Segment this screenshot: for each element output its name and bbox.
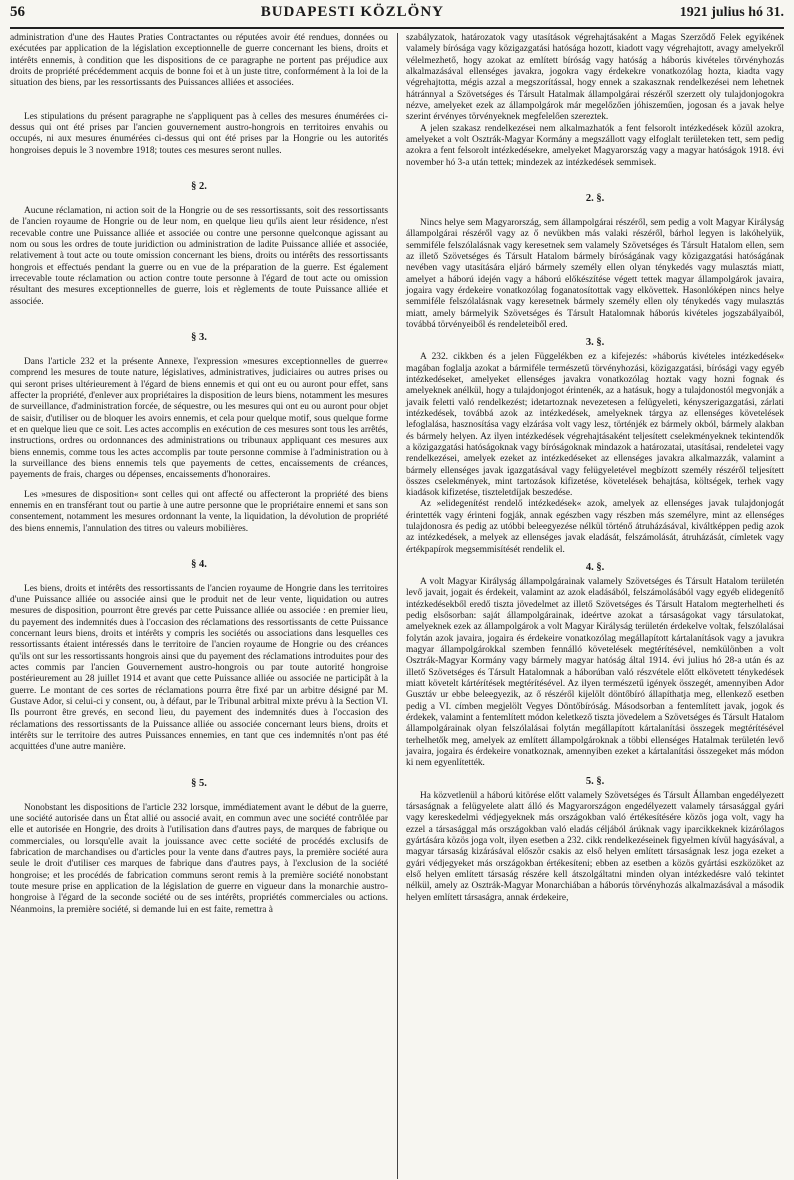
page-number: 56 [10,4,25,20]
paragraph-continuation: szabályzatok, határozatok vagy utasítások végrehajtásaként a Magas Szerződő Felek egyikének valamely bírósága vagy közigazgatási hatósága hozott, kiadott vagy végrehajtott, avagy amelyekről vélelmezhető, hogy azokat az említett bíróság vagy hatóság a háborús kivételes törvényhozás alkalmazásával ellenséges javakra, jogokra vagy érdekekre vonatkozólag hozta, kiadta vagy végrehajtotta, mégis azzal a megszorítással, hogy ennek a szakasznak rendelkezései nem lehetnek hátránnyal a Szövetséges és Társult Hatalmak állampolgárai részéről szerzett oly tulajdonjogokra nézve, amelyeket ezek az állampolgárok már megelőzően jóhiszeműen, jogosan és a javak helye szerint érvényes törvényeknek megfelelően szereztek. [406,33,784,123]
paragraph: Ha közvetlenül a háború kitörése előtt valamely Szövetséges és Társult Államban engedélyezett társaságnak a felügyelete alatt álló és Magyarországon engedélyezett valamely társasággal gyári vagy kereskedelmi védjegyeknek más országokban való értékesítésére közös joga volt, vagy ha ezzel a társasággal más országokban való eladás céljából árúknak vagy iparcikkeknek kizárólagos gyártására közös joga volt, ilyen esetben a 232. cikk rendelkezéseinek figyelmen kívül hagyásával, a magyar társaság kizárásával először csakis az első helyen említett társaságnak lesz joga ezeket a gyári védjegyeket más országokban értékesíteni; ebben az esetben a közös gyártási eszközöket az első helyen említett társaság részére kell átszolgáltatni minden olyan intézkedésre való tekintet nélkül, amely az Osztrák-Magyar Monarchiában a háborús törvényhozás alkalmazásával a második helyen említett társaságra, annak érdekeire, [406,790,784,903]
page-header [10,4,784,26]
section-heading: 5. §. [585,775,605,787]
section-heading: 3. §. [585,337,605,349]
paragraph: Az »elidegenítést rendelő intézkedések« azok, amelyek az ellenséges javak tulajdonjogát érintették vagy érinteni fogják, annak egészben vagy részben más személyre, mint az ellenséges tulajdonosra és pedig az utóbbi beleegyezése nélkül történő átruházásával, kiváltképpen pedig azok az intézkedések, a melyek az ellenséges javak eladását, felszámolását, átruházását, címletek vagy értékpapírok megsemmisítését rendelik el. [406,499,784,555]
paragraph: Les biens, droits et intérêts des ressortissants de l'ancien royaume de Hongrie dans les territoires d'une Puissance alliée ou associée ainsi que le produit net de leur vente, liquidation ou autres mesures de disposition, pourront être grevés par cette Puissance alliée ou associée : en premier lieu, du payement des indemnités dues à l'occasion des réclamations des ressortissants de cette Puissance concernant leurs biens, droits et intérêts y compris les sociétés ou associations dans lesquelles ces ressortissants étaient intéressés dans le territoire de l'ancien royaume de Hongrie ou des créances qu'ils ont sur les ressortissants hongrois ainsi que du payement des réclamations introduites pour des actes commis par l'ancien Gouvernement austro-hongrois ou par toute autorité hongroise postérieurement au 28 juillet 1914 et avant que cette Puissance alliée ou associée ne participât à la guerre. Le montant de ces sortes de réclamations pourra être fixé par un arbitre désigné par M. Gustave Ador, si celui-ci y consent, ou, à défaut, par le Tribunal arbitral mixte prévu à la Section VI. Ils pourront être grevés, en second lieu, du payement des indemnités dues à l'occasion des réclamations des ressortissants de la Puissance alliée ou associée concernant leurs biens, droits et intérêts sur le territoire des autres Puissances ennemies, en tant que ces indemnités n'ont pas été acquittées d'une autre manière. [10,583,388,753]
column-divider [397,33,398,1179]
paragraph: Aucune réclamation, ni action soit de la Hongrie ou de ses ressortissants, soit des ressortissants de l'ancien royaume de Hongrie ou de leur nom, en quelque lieu qu'ils aient leur résidence, n'est recevable contre une Puissance alliée et associée ou contre une personne quelconque agissant au nom ou sous les ordres de toute juridiction ou administration de ladite Puissance alliée et associée, relativement à tout acte ou toute omission concernant les biens, droits ou intérêts des ressortissants hongrois et effectués pendant la guerre ou en vue de la préparation de la guerre. Est également irrecevable toute réclamation ou action contre toute personne à l'égard de tout acte ou omission résultant des mesures exceptionnelles de guerre, lois et règlements de toute Puissance alliée et associée. [10,205,388,307]
paragraph: A jelen szakasz rendelkezései nem alkalmazhatók a fent felsorolt intézkedések közül azokra, amelyeket a volt Osztrák-Magyar Kormány a megszállott vagy elfoglalt területeken tett, sem pedig azokra a fent felsorolt intézkedésekre, amelyeket Magyarország vagy a magyar hatóságok 1918. évi november hó 3-a után tettek; mindezek az intézkedések semmisek. [406,123,784,168]
paragraph-continuation: administration d'une des Hautes Praties Contractantes ou réputées avoir été rendues, données ou exécutées par application de la législation exceptionnelle de guerre concernant les biens, droits et intérêts ennemis, à condition que les dispositions de ce paragraphe ne portent pas préjudice aux droits de propriété précédemment acquis de bonne foi et à un juste titre, conformément à la loi de la situation des biens, par les ressortissants des Puissances alliées et associées. [10,33,388,89]
section-heading: § 3. [191,331,207,343]
two-column-body [10,33,784,1179]
paragraph: Nincs helye sem Magyarország, sem állampolgárai részéről, sem pedig a volt Magyar Királyság állampolgárai részéről vagy az ő nevükben más valaki részéről, bárhol legyen is lakóhelyük, semmiféle felszólalásnak vagy keresetnek sem valamely Szövetséges és Társult Hatalom ellen, sem az illető Szövetséges és Társult Hatalom bármely bíróságának vagy közigazgatási hatóságának nevében vagy utasítására eljáró bármely személy ellen olyan ténykedés vagy mulasztás miatt, amelyet a háború idején vagy a háború előkészítése végett tettek magyar állampolgárok javaira, jogaira vagy érdekeire vonatkozólag foganatosítottak vagy elkövettek. Hasonlóképen nincs helye semmiféle felszólalásnak vagy keresetnek bármely személy ellen oly ténykedés vagy mulasztás miatt, amely bármelyik Szövetséges és Társult Hatalomnak háborús kivételes jogszabályaiból, továbbá törvényeiből és rendeleteiből ered. [406,217,784,330]
paragraph: A 232. cikkben és a jelen Függelékben ez a kifejezés: »háborús kivételes intézkedések« magában foglalja azokat a bármiféle természetű törvényhozási, közigazgatási, bírósági vagy egyéb intézkedéseket, amelyeket ellenséges javakra vonatkozólag hoztak vagy hozni fognak és amelyeknek anélkül, hogy a tulajdonjogot érintenék, az a hatásuk, hogy a tulajdonostól megvonják a javaik feletti való rendelkezést; idetartoznak nevezetesen a felügyeleti, kényszerigazgatási, zárlati intézkedések, továbbá azok az intézkedések, amelyeknek tárgya az ellenséges követelések lefoglalása, hasznosítása vagy elzárása volt vagy lesz, történjék ez bármely okból, bármely alakban és bármely helyen. Az ilyen intézkedések végrehajtásaként teljesített cselekményeknek tekintendők a közigazgatási hatóságoknak vagy bíróságoknak mindazok a határozatai, utasításai, rendeletei vagy rendelkezései, amelyek ezeket az intézkedéseket az ellenséges javakra alkalmazzák, valamint a bármely ellenséges javak igazgatásával vagy felügyeletével megbízott személy részéről teljesített összes cselekmények, mint tartozások kifizetése, követelések behajtása, költségek, terhek vagy kiadások kifizetése, tiszteletdíjak beszedése. [406,352,784,499]
paragraph: A volt Magyar Királyság állampolgárainak valamely Szövetséges és Társult Hatalom területén levő javait, jogait és érdekeit, valamint az azok eladásából, felszámolásából vagy egyéb elidegenítő intézkedésekből eredő tiszta jövedelmet az illető Szövetséges és Társult Hatalom megterhelheti és pedig elsősorban: saját állampolgárainak, ideértve azokat a társaságokat vagy társulatokat, amelyeknek ezek az állampolgárok a volt Magyar Királyság területén érdekelve voltak, felszólalásai folytán azok javaira, jogaira és érdekeire vonatkozólag megállapított kártalanítások vagy a javukra magyar állampolgárokkal szemben fennálló követelések megtérítésével, nemkülönben a volt Osztrák-Magyar Kormány vagy bármely magyar hatóság által 1914. évi julius hó 28-a után és az illető Szövetséges és Társult Hatalomnak a háborúban való részvétele előtt elkövetett ténykedések miatt követelt kártérítések megtérítésével. Az ilyen természetű igények összegét, amennyiben Ador Gusztáv ur ebbe beleegyezik, az ő részéről kijelölt döntőbíró állapíthatja meg, ellenkező esetben pedig a VI. címben megjelölt Vegyes Döntőbíróság. Másodsorban a fentemlített javak, jogok és érdekek, valamint a fentemlített módon keletkező tiszta jövedelem a Szövetséges és Társult Hatalom állampolgárainak olyan felszólalásai folytán megállapított kártalanítási összegek megtérítésével terhelhetők meg, amelyek az említett állampolgároknak a többi ellenséges Hatalmak területén levő javaira, jogaira és érdekeire vonatkoznak, amennyiben ezeket a kártalanítási összegeket más módon ki nem egyenlítették. [406,577,784,769]
section-heading: 4. §. [585,562,605,574]
section-heading: § 2. [191,180,207,192]
section-heading: § 4. [191,558,207,570]
issue-date: 1921 julius hó 31. [679,5,784,20]
paragraph: Dans l'article 232 et la présente Annexe, l'expression »mesures exceptionnelles de guerre« comprend les mesures de toute nature, législatives, administratives, judiciaires ou autres prises ou qui seront prises ultérieurement à l'égard de biens ennemis et qui ont eu ou auront pour effet, sans affecter la propriété, d'enlever aux propriétaires la disposition de leurs biens, notamment les mesures de surveillance, d'administration forcée, de séquestre, ou les mesures qui ont eu ou auront pour objet de saisir, d'utiliser ou de bloquer les avoirs ennemis, et cela pour quelque motif, sous quelque forme et en quelque lieu que ce soit. Les actes accomplis en exécution de ces mesures sont tous les arrêtés, instructions, ordres ou ordonnances des administrations ou tribunaux appliquant ces mesures aux biens ennemis, comme tous les actes accomplis par toute personne commise à l'administration ou à la surveillance des biens ennemis tels que payements de cettes, encaissements de créances, payements de frais, charges ou dépenses, encaissements d'honoraires. [10,356,388,481]
section-heading: 2. §. [585,192,605,204]
header-rule [10,27,784,29]
section-heading: § 5. [191,777,207,789]
paragraph: Les stipulations du présent paragraphe ne s'appliquent pas à celles des mesures énumérées ci-dessus qui ont été prises par l'ancien gouvernement austro-hongrois en territoires envahis ou occupés, ni aux mesures énumérées ci-dessus qui ont été prises par la Hongrie ou les autorités hongroises depuis le 3 novembre 1918; toutes ces mesures seront nulles. [10,111,388,156]
hungarian-column [397,33,784,1179]
french-column [10,33,397,1179]
publication-title: BUDAPESTI KÖZLÖNY [260,4,445,20]
paragraph: Nonobstant les dispositions de l'article 232 lorsque, immédiatement avant le début de la guerre, une société autorisée dans un État allié ou associé avait, en commun avec une société contrôlée par elle et autorisée en Hongrie, des droits à l'utilisation dans d'autres pays, de marques de fabrique ou commerciales, ou lorsqu'elle avait la jouissance avec cette société de procédés exclusifs de fabrication de marchandises ou d'articles pour la vente dans d'autres pays, la première société aura seule le droit d'utiliser ces marques de fabrique dans d'autres pays, à l'exclusion de la société hongroise; et les procédés de fabrication communs seront remis à la première société nonobstant toute mesure prise en application de la législation de guerre en vigueur dans la monarchie austro-hongroise à l'égard de la seconde société ou de ses intérêts, propriétés commerciales ou actions. Néanmoins, la première société, si demande lui en est faite, remettra à [10,802,388,915]
paragraph: Les »mesures de disposition« sont celles qui ont affecté ou affecteront la propriété des biens ennemis en en transférant tout ou partie à une autre personne que le propriétaire ennemi et sans son consentement, notamment les mesures ordonnant la vente, la liquidation, la dévolution de propriété des biens ennemis, l'annulation des titres ou valeurs mobilières. [10,489,388,534]
